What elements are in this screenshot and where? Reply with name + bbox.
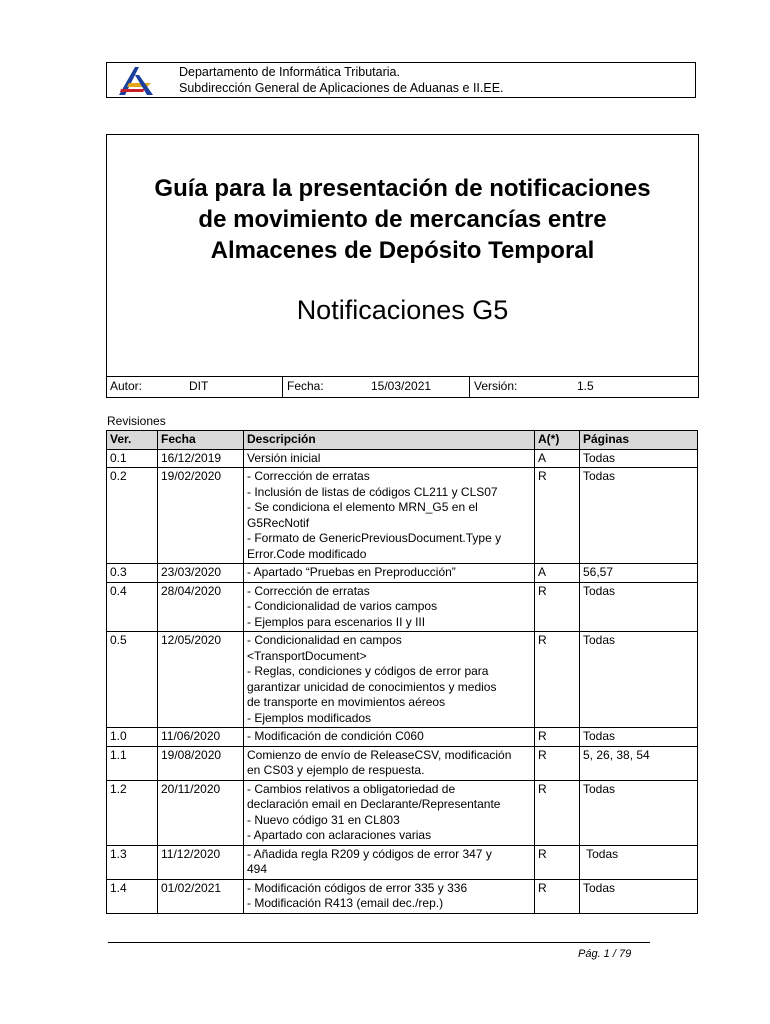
- cell-a: R: [535, 632, 580, 728]
- description-line: - Formato de GenericPreviousDocument.Type y: [247, 531, 502, 545]
- cell-a: A: [535, 564, 580, 583]
- cell-a: R: [535, 780, 580, 845]
- cell-descripcion: [244, 582, 535, 632]
- cell-a: R: [535, 746, 580, 780]
- revisions-table: [106, 430, 698, 914]
- cell-ver: 0.3: [107, 564, 158, 583]
- cell-paginas: Todas: [580, 728, 698, 747]
- cell-ver: 1.3: [107, 845, 158, 879]
- date-label: Fecha:: [287, 379, 324, 393]
- cell-a: R: [535, 468, 580, 564]
- cell-descripcion: [244, 780, 535, 845]
- cell-a: R: [535, 879, 580, 913]
- cell-paginas: Todas: [580, 780, 698, 845]
- header-box: [106, 62, 696, 98]
- cell-fecha: 11/12/2020: [158, 845, 244, 879]
- description-line: de transporte en movimientos aéreos: [247, 695, 446, 709]
- description-line: Comienzo de envío de ReleaseCSV, modificación: [247, 747, 512, 762]
- cell-paginas: Todas: [580, 468, 698, 564]
- document-title: [107, 173, 698, 266]
- description-line: - Apartado “Pruebas en Preproducción”: [247, 565, 456, 579]
- description-line: Error.Code modificado: [247, 546, 367, 561]
- column-header-descripcion: Descripción: [244, 431, 535, 450]
- author-value: DIT: [189, 379, 209, 393]
- description-line: - Corrección de erratas: [247, 583, 370, 598]
- column-header-paginas: Páginas: [580, 431, 698, 450]
- cell-paginas: Todas: [580, 879, 698, 913]
- cell-ver: 1.0: [107, 728, 158, 747]
- column-header-a: A(*): [535, 431, 580, 450]
- date-value: 15/03/2021: [371, 379, 432, 393]
- cell-descripcion: [244, 564, 535, 583]
- cell-a: R: [535, 845, 580, 879]
- department-name: Departamento de Informática Tributaria.: [179, 65, 400, 79]
- cell-descripcion: [244, 632, 535, 728]
- cell-fecha: 28/04/2020: [158, 582, 244, 632]
- description-line: - Apartado con aclaraciones varias: [247, 828, 432, 842]
- description-line: G5RecNotif: [247, 515, 310, 530]
- cell-paginas: 5, 26, 38, 54: [580, 746, 698, 780]
- table-row: [107, 845, 698, 879]
- description-line: - Cambios relativos a obligatoriedad de: [247, 781, 456, 796]
- title-line-3: Almacenes de Depósito Temporal: [210, 237, 595, 264]
- meta-divider: [469, 377, 470, 397]
- author-label: Autor:: [110, 379, 143, 393]
- revisions-body: [107, 449, 698, 913]
- subdirection-name: Subdirección General de Aplicaciones de Aduanas e II.EE.: [179, 81, 504, 95]
- description-line: - Corrección de erratas: [247, 469, 370, 483]
- cell-paginas: Todas: [580, 632, 698, 728]
- cell-a: A: [535, 449, 580, 468]
- table-row: [107, 728, 698, 747]
- description-line: - Modificación códigos de error 335 y 336: [247, 880, 468, 895]
- cell-ver: 0.4: [107, 582, 158, 632]
- table-header-row: [107, 431, 698, 450]
- description-line: declaración email en Declarante/Representante: [247, 797, 501, 811]
- cell-fecha: 11/06/2020: [158, 728, 244, 747]
- description-line: - Reglas, condiciones y códigos de error para: [247, 664, 489, 678]
- cell-descripcion: [244, 449, 535, 468]
- version-label: Versión:: [474, 379, 518, 393]
- title-line-1: Guía para la presentación de notificaciones: [154, 175, 651, 202]
- cell-fecha: 19/08/2020: [158, 746, 244, 780]
- cell-paginas: Todas: [580, 845, 698, 879]
- cell-ver: 1.1: [107, 746, 158, 780]
- cell-fecha: 19/02/2020: [158, 468, 244, 564]
- cell-descripcion: [244, 879, 535, 913]
- revisions-title: Revisiones: [107, 414, 166, 428]
- cell-paginas: 56,57: [580, 564, 698, 583]
- table-row: [107, 879, 698, 913]
- version-value: 1.5: [577, 379, 594, 393]
- description-line: - Añadida regla R209 y códigos de error 347 y: [247, 846, 492, 861]
- meta-divider: [282, 377, 283, 397]
- table-row: [107, 564, 698, 583]
- cell-a: R: [535, 582, 580, 632]
- description-line: - Ejemplos modificados: [247, 710, 372, 725]
- cell-paginas: Todas: [580, 582, 698, 632]
- document-subtitle: Notificaciones G5: [296, 295, 509, 325]
- table-row: [107, 582, 698, 632]
- table-row: [107, 468, 698, 564]
- description-line: - Ejemplos para escenarios II y III: [247, 614, 426, 629]
- cell-descripcion: [244, 728, 535, 747]
- description-line: - Modificación de condición C060: [247, 729, 424, 743]
- cell-fecha: 16/12/2019: [158, 449, 244, 468]
- title-line-2: de movimiento de mercancías entre: [198, 206, 607, 233]
- cell-fecha: 20/11/2020: [158, 780, 244, 845]
- cell-ver: 0.5: [107, 632, 158, 728]
- table-row: [107, 449, 698, 468]
- description-line: - Modificación R413 (email dec./rep.): [247, 896, 444, 910]
- description-line: - Condicionalidad de varios campos: [247, 599, 438, 613]
- description-line: 494: [247, 862, 268, 876]
- cell-ver: 1.4: [107, 879, 158, 913]
- cell-paginas: Todas: [580, 449, 698, 468]
- description-line: - Inclusión de listas de códigos CL211 y CLS07: [247, 484, 498, 499]
- description-line: Versión inicial: [247, 450, 321, 465]
- title-block: [106, 134, 699, 398]
- cell-ver: 0.1: [107, 449, 158, 468]
- column-header-fecha: Fecha: [158, 431, 244, 450]
- page-number: Pág. 1 / 79: [578, 948, 632, 960]
- cell-descripcion: [244, 746, 535, 780]
- cell-ver: 1.2: [107, 780, 158, 845]
- table-row: [107, 780, 698, 845]
- cell-a: R: [535, 728, 580, 747]
- agencia-tributaria-logo-icon: [115, 65, 155, 97]
- description-line: - Se condiciona el elemento MRN_G5 en el: [247, 500, 478, 514]
- table-row: [107, 632, 698, 728]
- cell-descripcion: [244, 468, 535, 564]
- cell-descripcion: [244, 845, 535, 879]
- footer-rule: [108, 942, 650, 943]
- description-line: en CS03 y ejemplo de respuesta.: [247, 763, 425, 777]
- table-row: [107, 746, 698, 780]
- description-line: - Condicionalidad en campos: [247, 633, 402, 647]
- cell-fecha: 23/03/2020: [158, 564, 244, 583]
- cell-fecha: 01/02/2021: [158, 879, 244, 913]
- description-line: - Nuevo código 31 en CL803: [247, 812, 400, 827]
- cell-fecha: 12/05/2020: [158, 632, 244, 728]
- document-meta-row: [107, 376, 698, 397]
- description-line: garantizar unicidad de conocimientos y medios: [247, 679, 497, 694]
- column-header-ver: Ver.: [107, 431, 158, 450]
- cell-ver: 0.2: [107, 468, 158, 564]
- description-line: <TransportDocument>: [247, 648, 367, 663]
